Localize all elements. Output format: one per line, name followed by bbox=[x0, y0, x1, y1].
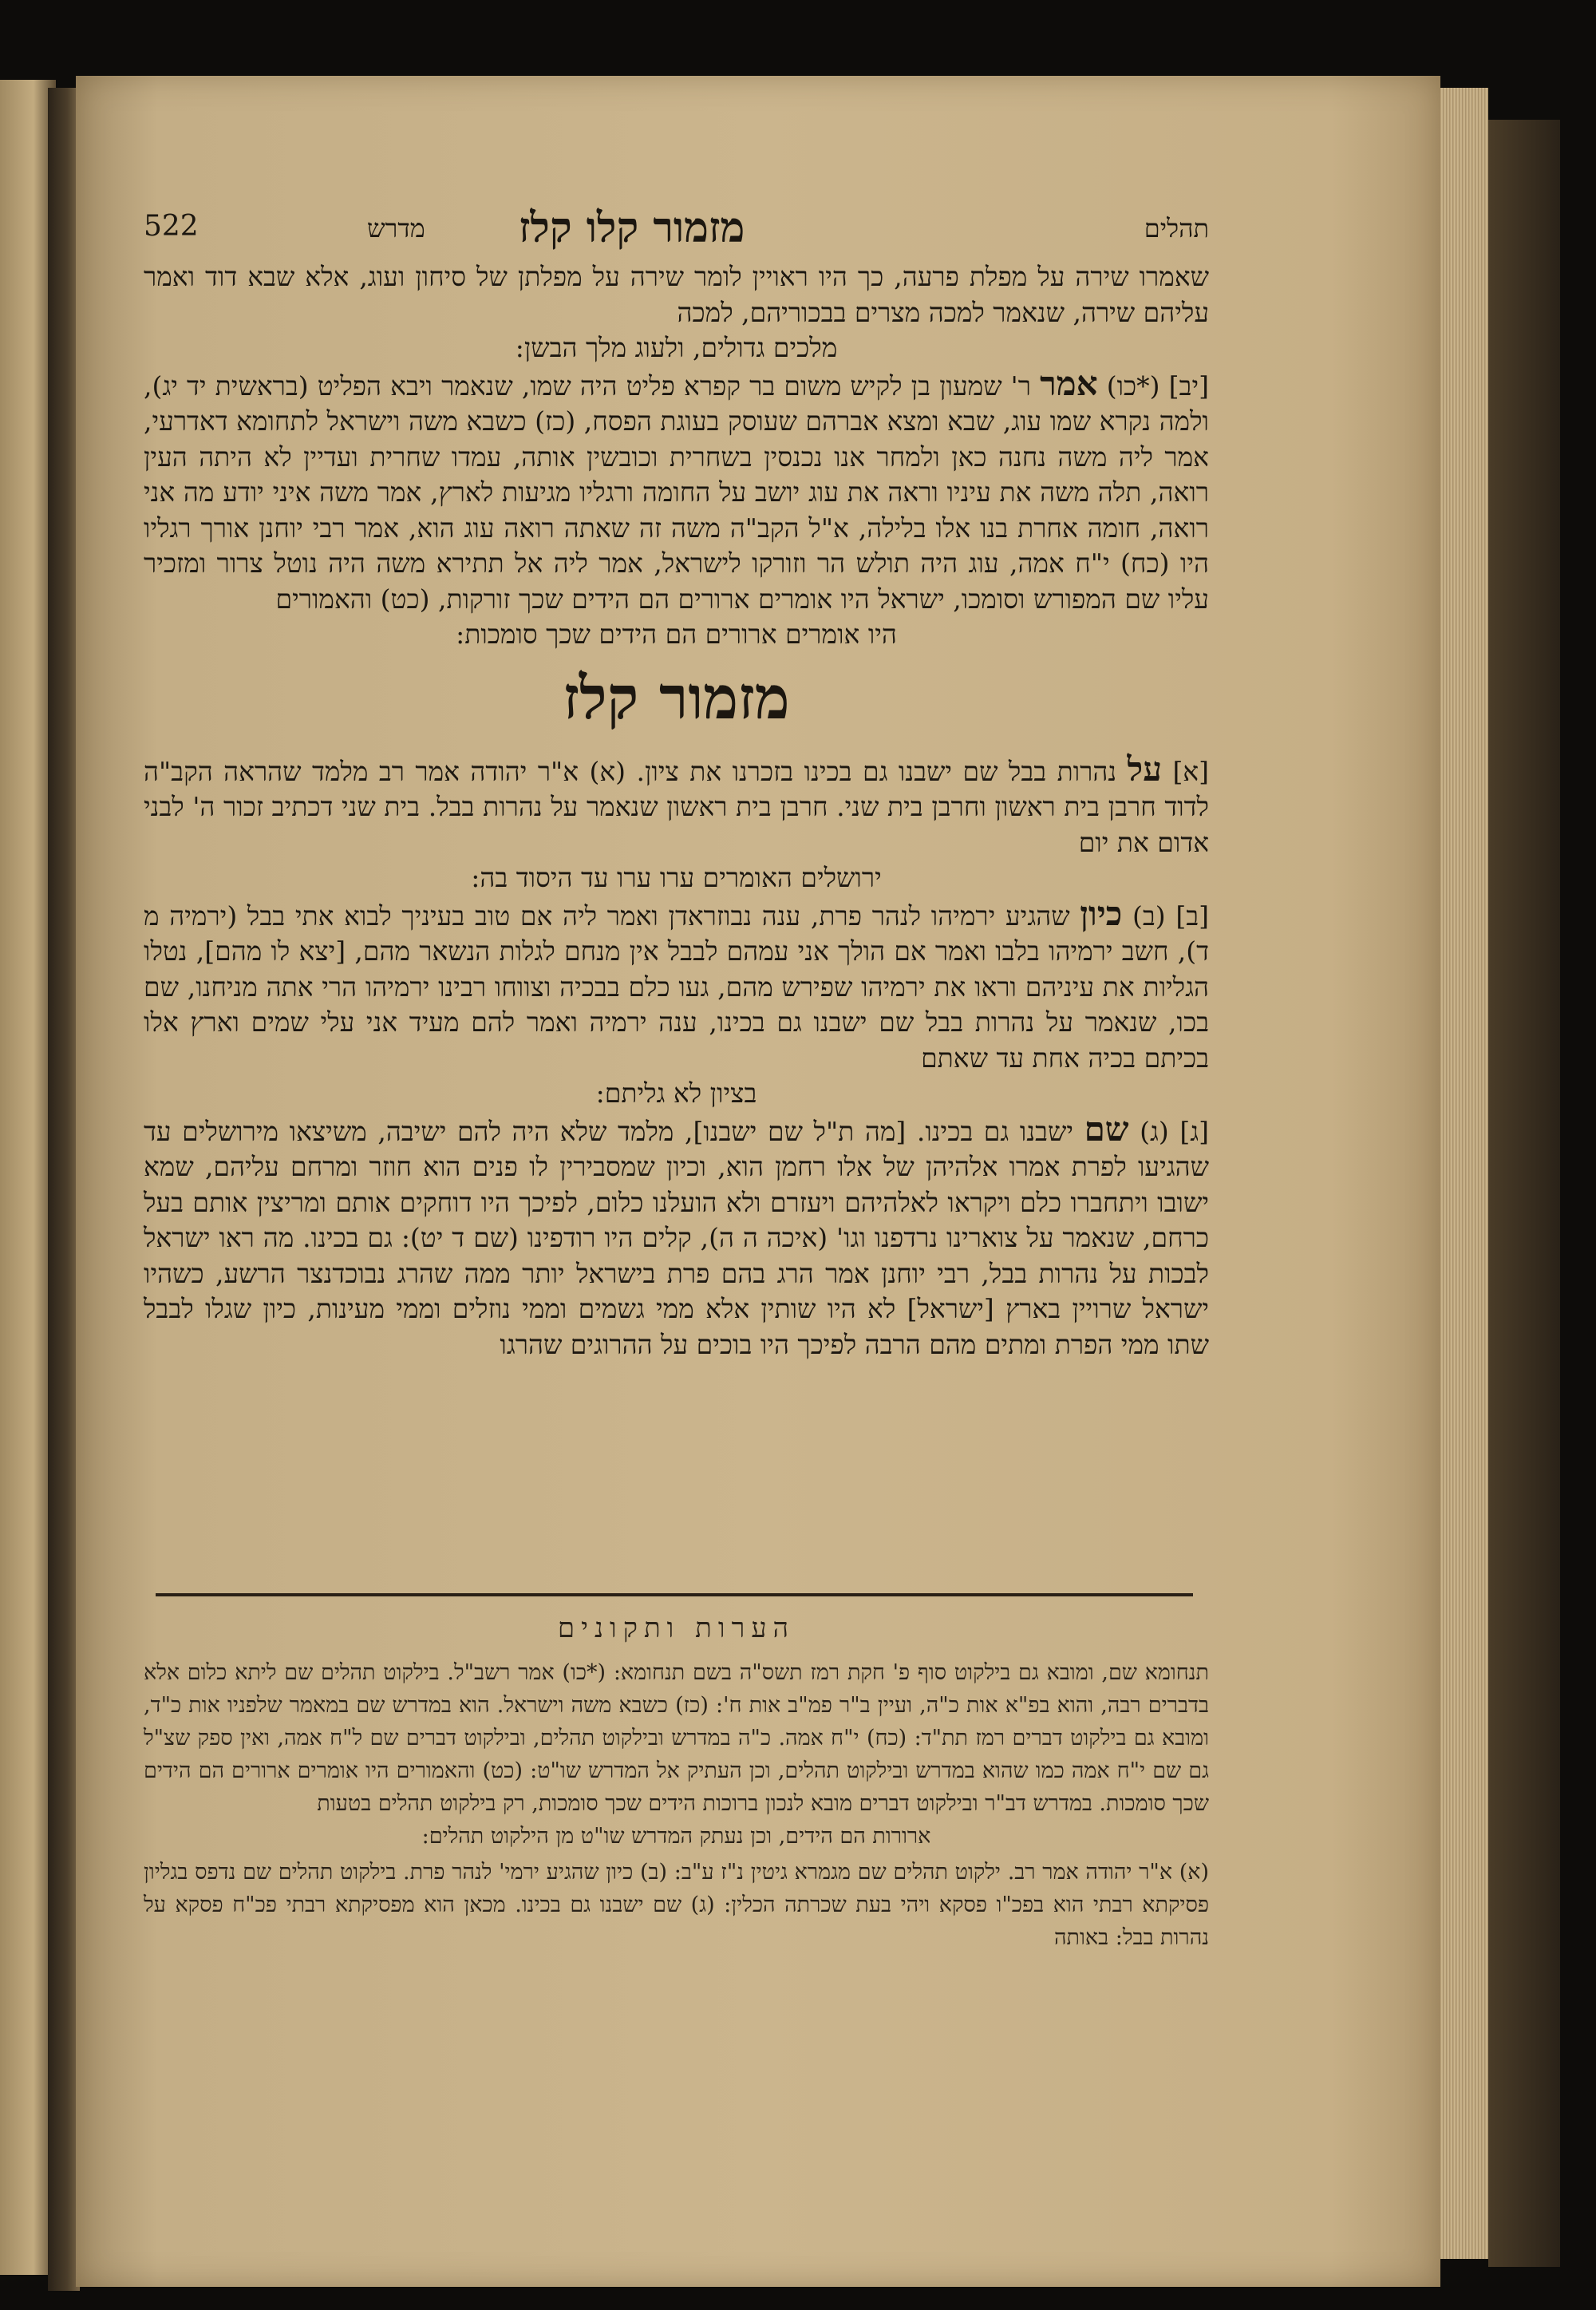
paragraph-text: שהגיע ירמיהו לנהר פרת, ענה נבוזראדן ואמר ליה אם טוב בעיניך לבוא אתי בבל (ירמיה מ ד), חשב ירמיהו בלבו ואמר אם הולך אני עמהם לבבל אין מנחם לגלות הנשאר מהם, [יצא לו מהם], נטלו הגליות את עיניהם וראו את ירמיהו שפירש מהם, געו כלם בבכיה וצווחו רבינו ירמיהו הרי אתה מניחנו, שם בכו, שנאמר על נהרות בבל שם ישבנו גם בכינו, ענה ירמיה ואמר להם מעיד אני עלי שמים וארץ אלו בכיתם בכיה אחת עד שאתם bbox=[144, 900, 1209, 1074]
notes-section bbox=[144, 1608, 1209, 1954]
footnote-divider bbox=[156, 1593, 1193, 1596]
midrash-label: מדרש bbox=[367, 213, 425, 243]
section-marker: [א] bbox=[1172, 755, 1209, 787]
section-marker: [ב] (ב) bbox=[1132, 900, 1210, 932]
notes-heading: הערות ותקונים bbox=[557, 1612, 796, 1644]
note-block-1-tail: ארורות הם הידים, וכן נעתק המדרש שו"ט מן הילקוט תהלים: bbox=[421, 1824, 931, 1849]
paragraph-continuation-tail: מלכים גדולים, ולעוג מלך הבשן: bbox=[515, 332, 838, 363]
chapter-title: מזמור קלז bbox=[563, 663, 790, 733]
paragraph-2-tail: בציון לא גליתם: bbox=[595, 1078, 757, 1109]
lead-word: כיון bbox=[1080, 893, 1123, 933]
paragraph-text: ר' שמעון בן לקיש משום בר קפרא פליט היה שמו, שנאמר ויבא הפליט (בראשית יד יג), ולמה נקרא שמו עוג, שבא ומצא אברהם שעוסק בעוגת הפסח, (כז) כשבא משה וישראל לתחומא דאדרעי, אמר ליה משה נחנה כאן ולמחר אנו נכנסין בשחרית וכובשין אותה, עמדו שחרית ועדיין לא היתה העין רואה, תלה משה את עיניו וראה את עוג יושב על החומה ורגליו מגיעות לארץ, אמר משה איני יודע מה אני רואה, חומה אחרת בנו אלו בלילה, א"ל הקב"ה משה זה שאתה רואה עוג הוא, אמר רבי יוחנן אורך רגליו היו (כח) י"ח אמה, עוג היה תולש הר וזורקו לישראל, אמר ליה אל תתירא משה היה נוטל צרור ומזכיר עליו שם המפורש וסומכו, ישראל היו אומרים ארורים הם הידים שכך זורקות, (כט) והאמורים bbox=[144, 370, 1209, 615]
lead-word: שם bbox=[1084, 1109, 1129, 1149]
paragraph-12 bbox=[144, 363, 1209, 618]
book-spine bbox=[48, 88, 80, 2291]
note-block-2: (א) א"ר יהודה אמר רב. ילקוט תהלים שם מגמרא גיטין נ"ז ע"ב: (ב) כיון שהגיע ירמי' לנהר פרת. בילקוט תהלים שם נדפס בגליון פסיקתא רבתי הוא בפכ"ו פסקא ויהי בעת שכרתה הכלין: (ג) שם ישבנו גם בכינו. מכאן הוא מפסיקתא רבתי פכ"ח פסקא על נהרות בבל: באותה bbox=[144, 1860, 1209, 1950]
page-number: 522 bbox=[144, 210, 199, 243]
page-content bbox=[144, 204, 1209, 1363]
note-block-1: תנחומא שם, ומובא גם בילקוט סוף פ' חקת רמז תשס"ה בשם תנחומא: (*כו) אמר רשב"ל. בילקוט תהלים שם ליתא כלום אלא בדברים רבה, והוא בפ"א אות כ"ה, ועיין ב"ר פמ"ב אות ח': (כז) כשבא משה וישראל. הוא במדרש שם במאמר שלפניו אות כ"ד, ומובא גם בילקוט דברים רמז תת"ד: (כח) י"ח אמה. כ"ה במדרש ובילקוט תהלים, ובילקוט דברים שם ל"ח אמה, ואין ספק שצ"ל גם שם י"ח אמה כמו שהוא במדרש ובילקוט תהלים, וכן העתיק אל המדרש שו"ט: (כט) והאמורים היו אומרים ארורים הם הידים שכך סומכות. במדרש דב"ר ובילקוט דברים מובא לנכון ברוכות הידים שכך סומכות, רק בילקוט תהלים בטעות bbox=[144, 1660, 1210, 1816]
paragraph-text: נהרות בבל שם ישבנו גם בכינו בזכרנו את ציון. (א) א"ר יהודה אמר רב מלמד שהראה הקב"ה לדוד חרבן בית ראשון וחרבן בית שני. חרבן בית ראשון שנאמר על נהרות בבל. בית שני דכתיב זכור ה' לבני אדום את יום bbox=[144, 755, 1209, 858]
lead-word: על bbox=[1127, 749, 1162, 789]
book-label: תהלים bbox=[1144, 213, 1209, 243]
section-marker: [יב] (*כו) bbox=[1106, 370, 1209, 401]
paragraph-1-tail: ירושלים האומרים ערו ערו עד היסוד בה: bbox=[471, 862, 882, 893]
paragraph-text: ישבנו גם בכינו. [מה ת"ל שם ישבנו], מלמד שלא היה להם ישיבה, משיצאו מירושלים עד שהגיעו לפרת אמרו אלהיהן של אלו רחמן הוא, וכיון שמסבירין לו פנים הוא חוזר ומרחם עליהם, שמא ישובו ויתחברו כלם ויקראו לאלהיהם ויעזרם ולא הועלנו כלום, לפיכך היו דוחקים אותם ומריצין אותם בעל כרחם, שנאמר על צוארינו נרדפנו וגו' (איכה ה ה), קלים היו רודפינו (שם ד יט): גם בכינו. מה ראו ישראל לבכות על נהרות בבל, רבי יוחנן אמר הרג בהם פרת בישראל יותר ממה שהרג נבוכדנצר הרשע, כשהיו ישראל שרויין בארץ [ישראל] לא היו שותין אלא ממי גשמים וממי נוזלים וממי מעינות, כיון שגלו לבבל שתו ממי הפרת ומתים מהם הרבה לפיכך היו בוכים על ההרוגים שהרגו bbox=[144, 1115, 1209, 1360]
section-marker: [ג] (ג) bbox=[1140, 1115, 1209, 1147]
paragraph-1 bbox=[144, 749, 1209, 861]
paragraph-12-tail: היו אומרים ארורים הם הידים שכך סומכות: bbox=[456, 619, 897, 650]
psalm-label: מזמור קלו קלז bbox=[519, 204, 745, 252]
book-cover-edge bbox=[1488, 120, 1560, 2267]
running-head bbox=[144, 204, 1209, 259]
lead-word: אמר bbox=[1040, 363, 1098, 403]
page-edges bbox=[1440, 88, 1488, 2259]
paragraph-continuation: שאמרו שירה על מפלת פרעה, כך היו ראויין לומר שירה על מפלתן של סיחון ועוג, אלא שבא דוד ואמר עליהם שירה, שנאמר למכה מצרים בבכוריהם, למכה bbox=[144, 261, 1209, 328]
paragraph-3 bbox=[144, 1109, 1209, 1363]
paragraph-2 bbox=[144, 893, 1210, 1077]
